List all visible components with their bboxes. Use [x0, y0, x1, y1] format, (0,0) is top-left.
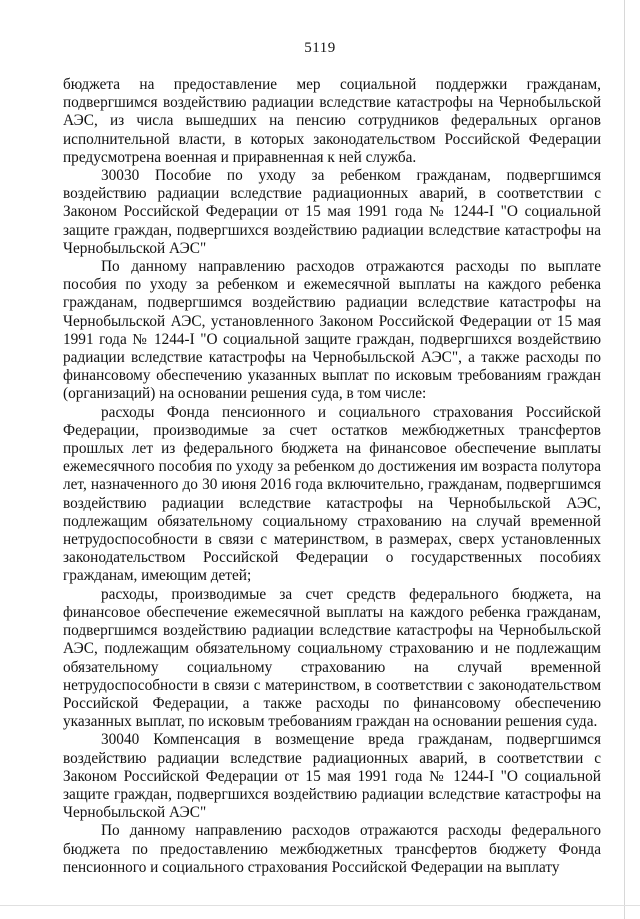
paragraph-30040-heading: 30040 Компенсация в возмещение вреда гражданам, подвергшимся воздействию радиации вследствие радиационных аварий, в соответствии с Законом Российской Федерации от 15 мая 1991 года № 1244-I "О социальной защите граждан, подвергшихся воздействию радиации вследствие катастрофы на Чернобыльской АЭС"	[63, 731, 601, 822]
scan-bottom-line	[0, 905, 640, 906]
paragraph-30030-description: По данному направлению расходов отражаются расходы по выплате пособия по уходу за ребенком и ежемесячной выплаты на каждого ребенка гражданам, подвергшимся воздействию радиации вследствие катастрофы на Чернобыльской АЭС, установленного Законом Российской Федерации от 15 мая 1991 года № 1244-I "О социальной защите граждан, подвергшихся воздействию радиации вследствие катастрофы на Чернобыльской АЭС", а также расходы по финансовому обеспечению указанных выплат по исковым требованиям граждан (организаций) на основании решения суда, в том числе:	[63, 258, 601, 403]
paragraph-fund-expenses: расходы Фонда пенсионного и социального страхования Российской Федерации, производимые за счет остатков межбюджетных трансфертов прошлых лет из федерального бюджета на финансовое обеспечение выплаты ежемесячного пособия по уходу за ребенком до достижения им возраста полутора лет, назначенного до 30 июня 2016 года включительно, гражданам, подвергшимся воздействию радиации вследствие катастрофы на Чернобыльской АЭС, подлежащим обязательному социальному страхованию на случай временной нетрудоспособности в связи с материнством, в размерах, сверх установленных законодательством Российской Федерации о государственных пособиях гражданам, имеющим детей;	[63, 403, 601, 585]
paragraph-continuation: бюджета на предоставление мер социальной поддержки гражданам, подвергшимся воздействию радиации вследствие катастрофы на Чернобыльской АЭС, из числа вышедших на пенсию сотрудников федеральных органов исполнительной власти, в которых законодательством Российской Федерации предусмотрена военная и приравненная к ней служба.	[63, 76, 601, 166]
page-number: 5119	[304, 40, 336, 56]
paragraph-30030-heading: 30030 Пособие по уходу за ребенком гражданам, подвергшимся воздействию радиации вследствие радиационных аварий, в соответствии с Законом Российской Федерации от 15 мая 1991 года № 1244-I "О социальной защите граждан, подвергшихся воздействию радиации вследствие катастрофы на Чернобыльской АЭС"	[63, 167, 601, 257]
paragraph-30040-description: По данному направлению расходов отражаются расходы федерального бюджета по предоставлению межбюджетных трансфертов бюджету Фонда пенсионного и социального страхования Российской Федерации на выплату	[63, 822, 601, 876]
scan-edge-line	[624, 0, 625, 919]
paragraph-federal-expenses: расходы, производимые за счет средств федерального бюджета, на финансовое обеспечение ежемесячной выплаты на каждого ребенка гражданам, подвергшимся воздействию радиации вследствие катастрофы на Чернобыльской АЭС, подлежащим обязательному социальному страхованию и не подлежащим обязательному социальному страхованию на случай временной нетрудоспособности в связи с материнством, в соответствии с законодательством Российской Федерации, а также расходы по финансовому обеспечению указанных выплат, по исковым требованиям граждан на основании решения суда.	[63, 585, 601, 731]
document-body	[63, 76, 601, 877]
